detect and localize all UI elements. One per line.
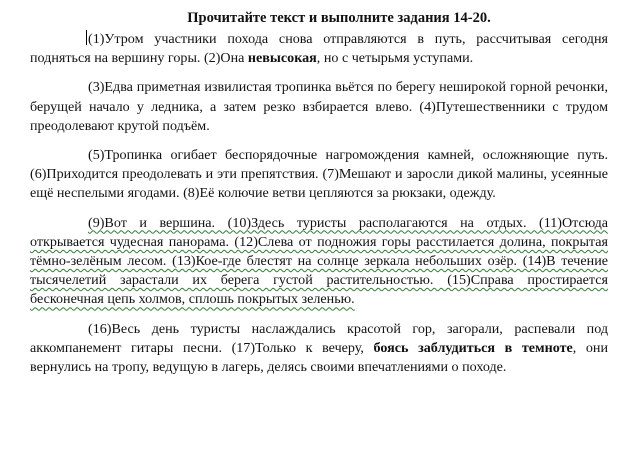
- text-cursor: [86, 30, 87, 45]
- bold-word-nevysokaya: невысокая: [247, 50, 317, 67]
- bold-participial-phrase: боясь заблудиться в темноте: [373, 339, 573, 356]
- paragraph-3: (5)Тропинка огибает беспорядочные нагромождения камней, осложняющие путь. (6)Приходится преодолевать и эти препятствия. (7)Мешают и заросли дикой малины, усеянные ещё неспелыми ягодами. (8)Её колючие ветви цепляются за рюкзаки, одежду.: [30, 147, 608, 202]
- paragraph-1-text-c: , но с четырьмя уступами.: [316, 50, 474, 67]
- paragraph-2: (3)Едва приметная извилистая тропинка вьётся по берегу неширокой горной речонки, берущей начало у ледника, а затем резко взбирается влево. (4)Путешественники с трудом преодолевают крутой подъём.: [30, 79, 608, 134]
- paragraph-4-underlined-text: (9)Вот и вершина. (10)Здесь туристы располагаются на отдых. (11)Отсюда открывается чудесная панорама. (12)Слева от подножия горы расстилается долина, покрытая тёмно-зелёным лесом. (13)Кое-где блестят на солнце зеркала небольших озёр. (14)В течение тысячелетий зарастали их берега густой растительностью. (15)Справа простирается бесконечная цепь холмов, сплошь покрытых зеленью.: [30, 214, 608, 308]
- paragraph-1: [30, 30, 608, 68]
- document-page: [30, 8, 608, 387]
- paragraph-5-text-c: , они вернулись на тропу, ведущую в лагерь, делясь своими впечатлениями о походе.: [30, 339, 608, 376]
- paragraph-1-text-a: (1)Утром участники похода снова отправляются в путь, рассчитывая сегодня подняться на вершину горы. (2)Она: [30, 31, 608, 67]
- paragraph-5-text-a: (16)Весь день туристы наслаждались красотой гор, загорали, распевали под аккомпанемент гитары песни. (17)Только к вечеру,: [30, 320, 608, 356]
- paragraph-4: [30, 214, 608, 310]
- document-title: Прочитайте текст и выполните задания 14-20.: [187, 10, 491, 26]
- paragraph-5: [30, 320, 608, 378]
